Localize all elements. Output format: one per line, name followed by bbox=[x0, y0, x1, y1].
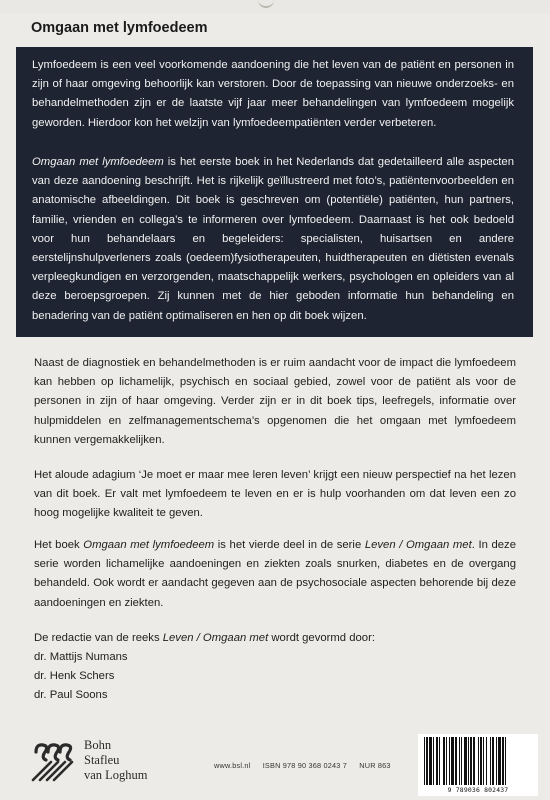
p4-text-b: wordt gevormd door: bbox=[268, 632, 375, 644]
publisher-name-line: van Loghum bbox=[84, 768, 148, 782]
editor-item: dr. Henk Schers bbox=[34, 670, 115, 683]
book-title: Omgaan met lymfoedeem bbox=[31, 20, 208, 36]
intro-paragraph-2 bbox=[32, 153, 514, 326]
barcode-digits: 9 789036 802437 bbox=[447, 786, 509, 794]
top-strip bbox=[0, 0, 550, 14]
website-link[interactable]: www.bsl.nl bbox=[214, 761, 251, 770]
barcode-bars bbox=[422, 737, 534, 787]
publisher-name-line: Bohn bbox=[84, 738, 112, 752]
p3-text-b: is het vierde deel in de serie bbox=[214, 539, 365, 551]
p3-series-name: Leven / Omgaan met bbox=[364, 539, 472, 551]
publisher-name-line: Stafleu bbox=[84, 753, 120, 767]
editor-list bbox=[34, 648, 128, 706]
body-paragraph-3 bbox=[34, 536, 516, 613]
publisher-block bbox=[30, 736, 170, 786]
body-paragraph-4 bbox=[34, 629, 516, 648]
intro-panel bbox=[16, 47, 533, 337]
editor-item: dr. Mattijs Numans bbox=[34, 651, 128, 663]
publisher-name bbox=[84, 738, 148, 783]
intro-title-italic: Omgaan met lymfoedeem bbox=[32, 156, 164, 168]
barcode bbox=[418, 734, 538, 796]
nur-text: NUR 863 bbox=[359, 761, 391, 770]
isbn-text: ISBN 978 90 368 0243 7 bbox=[262, 761, 348, 770]
publication-meta bbox=[214, 761, 401, 770]
body-paragraph-2: Het aloude adagium ‘Je moet er maar mee leren leven’ krijgt een nieuw perspectief na het lezen van dit boek. Er valt met lymfoedeem te leven en er is hulp voorhanden om dat leven een zo hoog mogelijke kwaliteit te geven. bbox=[34, 469, 516, 520]
p4-text-a: De redactie van de reeks bbox=[34, 632, 163, 644]
p4-series-name: Leven / Omgaan met bbox=[162, 632, 269, 644]
editor-item: dr. Paul Soons bbox=[34, 689, 108, 702]
publisher-logo-icon bbox=[30, 738, 74, 782]
intro-paragraph-2-text: is het eerste boek in het Nederlands dat gedetailleerd alle aspecten van deze aandoening beschrijft. Het is rijkelijk geïllustreerd met foto’s, patiëntenvoorbeelden en anatomische afbeeldingen. Dit boek is geschreven om (potentiële) patiënten, hun partners, familie, vrienden en collega’s te informeren over lymfoedeem. Daarnaast is het ook bedoeld voor hun behandelaars en begeleiders: specialisten, huisartsen en andere eerstelijnshulpverleners zoals (oedeem)fysiotherapeuten, huidtherapeuten en diëtisten evenals verpleegkundigen en verzorgenden, maatschappelijk werkers, psychologen en opleiders van al deze beroepsgroepen. Zij kunnen met de hier geboden informatie hun behandeling en benadering van de patiënt optimaliseren en hen op dit boek wijzen. bbox=[32, 156, 514, 322]
p3-book-title: Omgaan met lymfoedeem bbox=[83, 539, 215, 551]
intro-paragraph-1: Lymfoedeem is een veel voorkomende aandoening die het leven van de patiënt en personen in zijn of haar omgeving behoorlijk kan verstoren. Door de toepassing van nieuwe onderzoeks- en behandelmethoden zijn er de laatste vijf jaar meer behandelingen van lymfoedeem mogelijk geworden. Hierdoor kon het welzijn van lymfoedeempatiënten verder verbeteren. bbox=[32, 59, 514, 129]
body-paragraph-1: Naast de diagnostiek en behandelmethoden is er ruim aandacht voor de impact die lymfoedeem kan hebben op lichamelijk, psychisch en sociaal gebied, zowel voor de patiënt als voor de personen in zijn of haar omgeving. Verder zijn er in dit boek tips, leefregels, informatie over hulpmiddelen en zelfmanagementschema’s opgenomen die het omgaan met lymfoedeem kunnen vergemakkelijken. bbox=[34, 357, 516, 446]
p3-text-a: Het boek bbox=[34, 539, 84, 551]
top-ornament bbox=[258, 0, 274, 8]
p3-text-c: . In deze serie worden lichamelijke aandoeningen en ziekten zoals snurken, diabetes en de overgang behandeld. Ook wordt er aandacht gegeven aan de psychosociale aspecten behorende bij deze aandoeningen en ziekten. bbox=[34, 539, 516, 609]
